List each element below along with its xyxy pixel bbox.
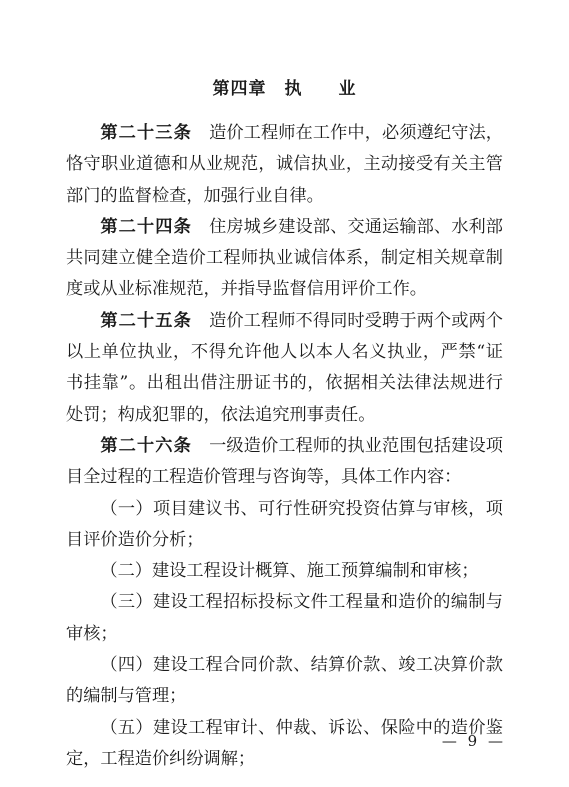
article-heading: 第二十三条 <box>100 123 192 143</box>
chapter-title: 第四章 执 业 <box>212 79 357 99</box>
list-item: （一）项目建议书、可行性研究投资估算与审核，项目评价造价分析； <box>66 498 503 550</box>
page-number: — 9 — <box>441 732 506 750</box>
article-paragraph <box>66 212 503 306</box>
list-item: （二）建设工程设计概算、施工预算编制和审核； <box>100 561 479 582</box>
article-text: 造价工程师不得同时受聘于两个或两个以上单位执业，不得允许他人以本人名义执业，严禁“证书挂靠”。出租出借注册证书的，依据相关法律法规进行处罚；构成犯罪的，依法追究刑事责任。 <box>66 310 503 425</box>
list-item: （五）建设工程审计、仲裁、诉讼、保险中的造价鉴定，工程造价纠纷调解； <box>66 717 503 769</box>
article-text: 一级造价工程师的执业范围包括建设项目全过程的工程造价管理与咨询等，具体工作内容： <box>66 435 503 488</box>
article-paragraph <box>66 118 503 212</box>
article-heading: 第二十四条 <box>100 216 192 237</box>
article-paragraph <box>66 306 503 431</box>
list-item: （四）建设工程合同价款、结算价款、竣工决算价款的编制与管理； <box>66 655 503 707</box>
article-heading: 第二十五条 <box>100 310 192 331</box>
document-body <box>66 118 503 775</box>
list-item: （三）建设工程招标投标文件工程量和造价的编制与审核； <box>66 592 503 644</box>
article-text: 住房城乡建设部、交通运输部、水利部共同建立健全造价工程师执业诚信体系，制定相关规章制度或从业标准规范，并指导监督信用评价工作。 <box>66 216 503 300</box>
article-paragraph <box>66 431 503 494</box>
article-heading: 第二十六条 <box>100 435 192 456</box>
article-text: 造价工程师在工作中，必须遵纪守法，恪守职业道德和从业规范，诚信执业，主动接受有关主管部门的监督检查，加强行业自律。 <box>66 123 503 206</box>
